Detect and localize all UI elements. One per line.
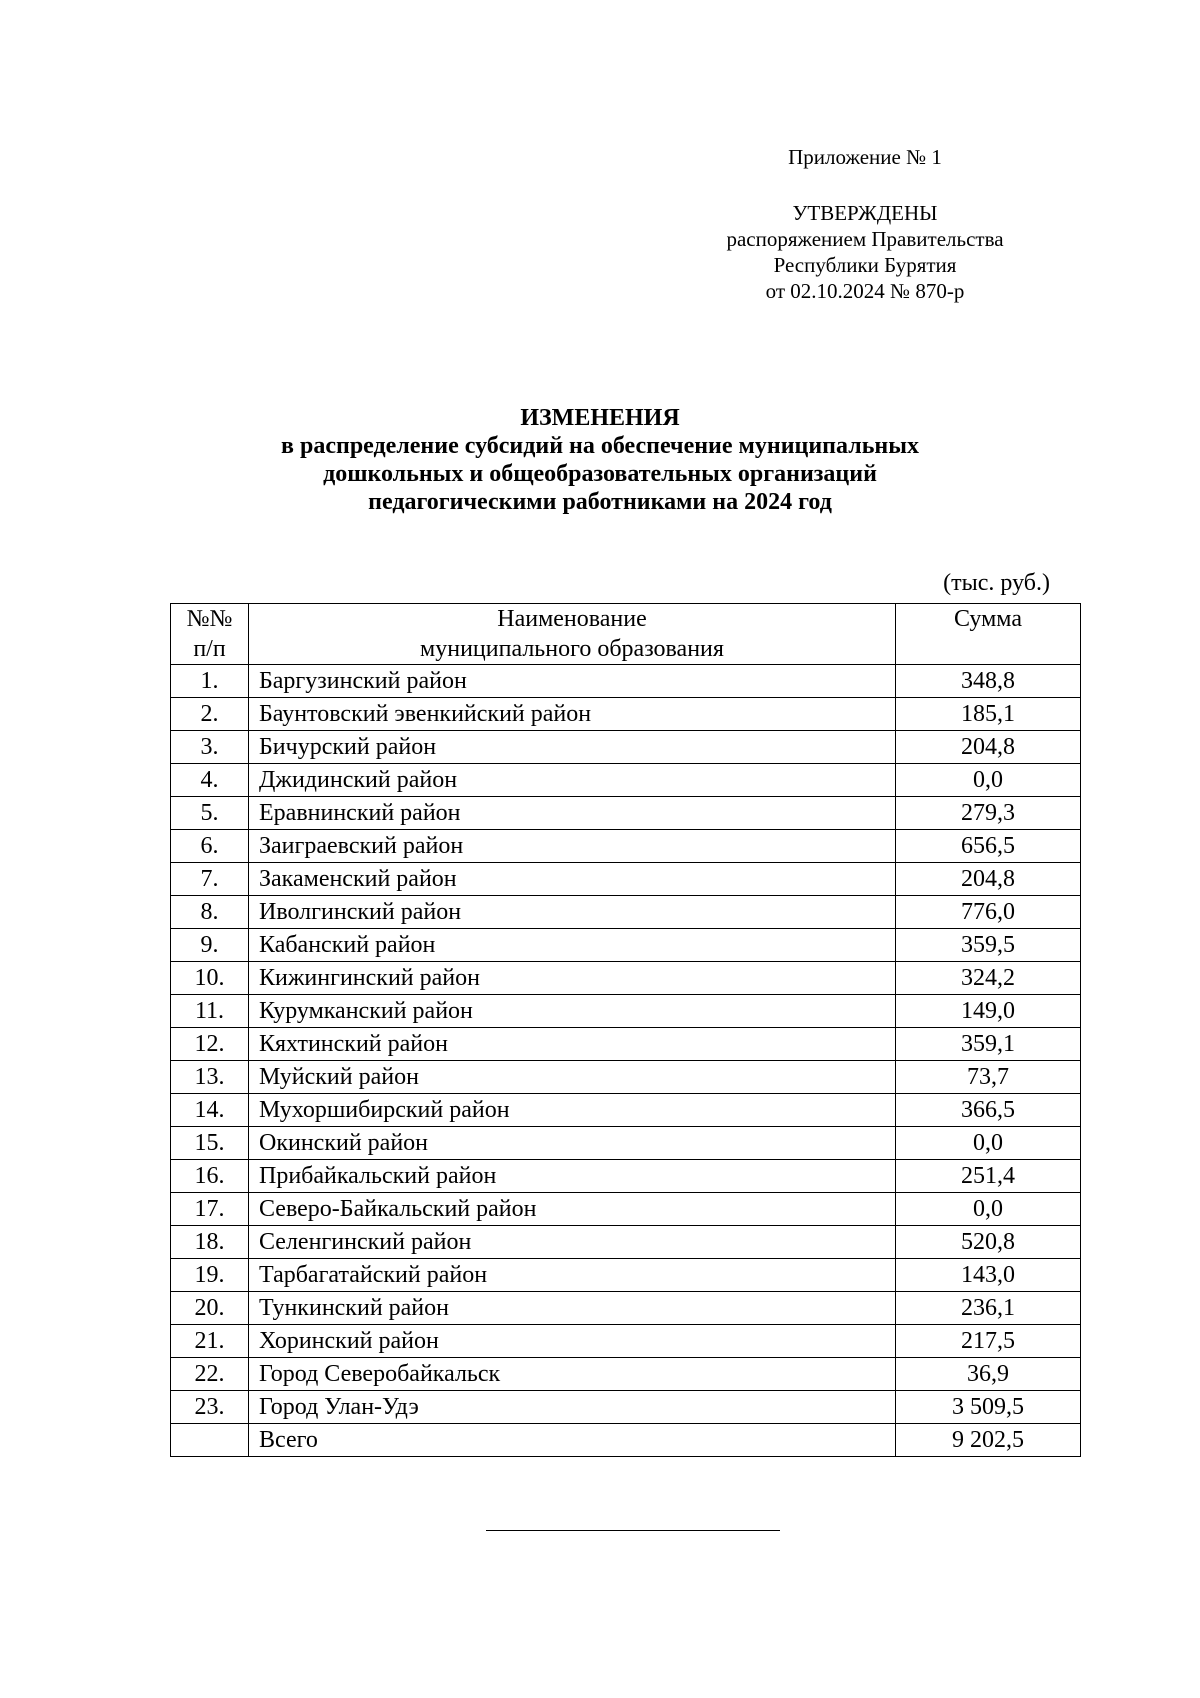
table-row: [171, 698, 1081, 731]
table-row: [171, 995, 1081, 1028]
row-num-cell: 12.: [171, 1028, 249, 1061]
table-row: [171, 1127, 1081, 1160]
table-header-row: [171, 604, 1081, 665]
row-sum-cell: 0,0: [896, 1127, 1081, 1160]
row-name-cell: Город Северобайкальск: [249, 1358, 896, 1391]
row-name-cell: Джидинский район: [249, 764, 896, 797]
table-row: [171, 1094, 1081, 1127]
row-num-cell: 23.: [171, 1391, 249, 1424]
row-sum-cell: 656,5: [896, 830, 1081, 863]
row-num-cell: 3.: [171, 731, 249, 764]
table-row: [171, 665, 1081, 698]
row-sum-cell: 236,1: [896, 1292, 1081, 1325]
row-num-cell: 1.: [171, 665, 249, 698]
table-row: [171, 797, 1081, 830]
table-row: [171, 1325, 1081, 1358]
row-name-cell: Тарбагатайский район: [249, 1259, 896, 1292]
row-num-cell: 10.: [171, 962, 249, 995]
table-row: [171, 1061, 1081, 1094]
header-name-line: Наименование: [497, 606, 647, 632]
row-num-cell: 11.: [171, 995, 249, 1028]
row-name-cell: Кабанский район: [249, 929, 896, 962]
row-name-cell: Город Улан-Удэ: [249, 1391, 896, 1424]
row-num-cell: 2.: [171, 698, 249, 731]
row-name-cell: Бичурский район: [249, 731, 896, 764]
subsidy-table: [170, 603, 1081, 1457]
title-line: ИЗМЕНЕНИЯ: [520, 405, 680, 431]
row-sum-cell: 251,4: [896, 1160, 1081, 1193]
row-num-cell: 4.: [171, 764, 249, 797]
row-num-cell: 18.: [171, 1226, 249, 1259]
row-name-cell: Прибайкальский район: [249, 1160, 896, 1193]
end-divider: [486, 1530, 780, 1531]
row-num-cell: 15.: [171, 1127, 249, 1160]
approval-block: [600, 200, 1130, 304]
header-num: [171, 604, 249, 665]
table-row: [171, 830, 1081, 863]
approval-line: Республики Бурятия: [773, 253, 957, 277]
title-line: дошкольных и общеобразовательных организаций: [323, 461, 877, 487]
table-row: [171, 731, 1081, 764]
title-line: педагогическими работниками на 2024 год: [368, 489, 832, 515]
row-sum-cell: 217,5: [896, 1325, 1081, 1358]
row-name-cell: Заиграевский район: [249, 830, 896, 863]
row-num-cell: 9.: [171, 929, 249, 962]
row-sum-cell: 279,3: [896, 797, 1081, 830]
table-row: [171, 863, 1081, 896]
total-label-cell: Всего: [249, 1424, 896, 1457]
document-title: [0, 404, 1200, 516]
table-row: [171, 1028, 1081, 1061]
row-name-cell: Хоринский район: [249, 1325, 896, 1358]
table-row: [171, 1292, 1081, 1325]
appendix-label: Приложение № 1: [788, 145, 942, 169]
row-name-cell: Мухоршибирский район: [249, 1094, 896, 1127]
row-sum-cell: 149,0: [896, 995, 1081, 1028]
table-row: [171, 1193, 1081, 1226]
row-name-cell: Еравнинский район: [249, 797, 896, 830]
table-body: [171, 665, 1081, 1457]
header-sum-line: Сумма: [954, 606, 1022, 632]
row-name-cell: Окинский район: [249, 1127, 896, 1160]
approval-line: от 02.10.2024 № 870-р: [765, 279, 965, 303]
units-label: (тыс. руб.): [943, 570, 1050, 596]
row-name-cell: Баунтовский эвенкийский район: [249, 698, 896, 731]
row-num-cell: 17.: [171, 1193, 249, 1226]
row-sum-cell: 3 509,5: [896, 1391, 1081, 1424]
row-num-cell: 8.: [171, 896, 249, 929]
row-name-cell: Кяхтинский район: [249, 1028, 896, 1061]
total-num-cell: [171, 1424, 249, 1457]
row-sum-cell: 359,1: [896, 1028, 1081, 1061]
table-row: [171, 1226, 1081, 1259]
header-num-line: п/п: [193, 636, 226, 662]
header-name: [249, 604, 896, 665]
row-num-cell: 22.: [171, 1358, 249, 1391]
row-num-cell: 16.: [171, 1160, 249, 1193]
header-name-line: муниципального образования: [420, 636, 724, 662]
row-name-cell: Селенгинский район: [249, 1226, 896, 1259]
table-total-row: [171, 1424, 1081, 1457]
row-name-cell: Северо-Байкальский район: [249, 1193, 896, 1226]
title-line: в распределение субсидий на обеспечение муниципальных: [281, 433, 919, 459]
table-row: [171, 1358, 1081, 1391]
row-sum-cell: 324,2: [896, 962, 1081, 995]
row-name-cell: Кижингинский район: [249, 962, 896, 995]
row-sum-cell: 73,7: [896, 1061, 1081, 1094]
table-row: [171, 896, 1081, 929]
row-name-cell: Тункинский район: [249, 1292, 896, 1325]
row-sum-cell: 520,8: [896, 1226, 1081, 1259]
row-sum-cell: 204,8: [896, 731, 1081, 764]
row-sum-cell: 0,0: [896, 764, 1081, 797]
row-name-cell: Курумканский район: [249, 995, 896, 1028]
total-sum-cell: 9 202,5: [896, 1424, 1081, 1457]
header-num-line: №№: [186, 606, 233, 632]
row-num-cell: 7.: [171, 863, 249, 896]
row-sum-cell: 204,8: [896, 863, 1081, 896]
row-name-cell: Закаменский район: [249, 863, 896, 896]
row-num-cell: 21.: [171, 1325, 249, 1358]
table-row: [171, 764, 1081, 797]
row-sum-cell: 359,5: [896, 929, 1081, 962]
row-num-cell: 14.: [171, 1094, 249, 1127]
table-row: [171, 1391, 1081, 1424]
row-num-cell: 13.: [171, 1061, 249, 1094]
row-sum-cell: 185,1: [896, 698, 1081, 731]
table-row: [171, 1259, 1081, 1292]
row-num-cell: 5.: [171, 797, 249, 830]
row-name-cell: Иволгинский район: [249, 896, 896, 929]
row-sum-cell: 0,0: [896, 1193, 1081, 1226]
row-num-cell: 6.: [171, 830, 249, 863]
table-row: [171, 962, 1081, 995]
approval-line: распоряжением Правительства: [726, 227, 1004, 251]
header-sum: [896, 604, 1081, 665]
approval-line: УТВЕРЖДЕНЫ: [792, 201, 938, 225]
row-sum-cell: 366,5: [896, 1094, 1081, 1127]
row-num-cell: 20.: [171, 1292, 249, 1325]
row-sum-cell: 36,9: [896, 1358, 1081, 1391]
row-sum-cell: 776,0: [896, 896, 1081, 929]
row-sum-cell: 348,8: [896, 665, 1081, 698]
row-num-cell: 19.: [171, 1259, 249, 1292]
table-row: [171, 929, 1081, 962]
row-sum-cell: 143,0: [896, 1259, 1081, 1292]
row-name-cell: Муйский район: [249, 1061, 896, 1094]
row-name-cell: Баргузинский район: [249, 665, 896, 698]
table-row: [171, 1160, 1081, 1193]
